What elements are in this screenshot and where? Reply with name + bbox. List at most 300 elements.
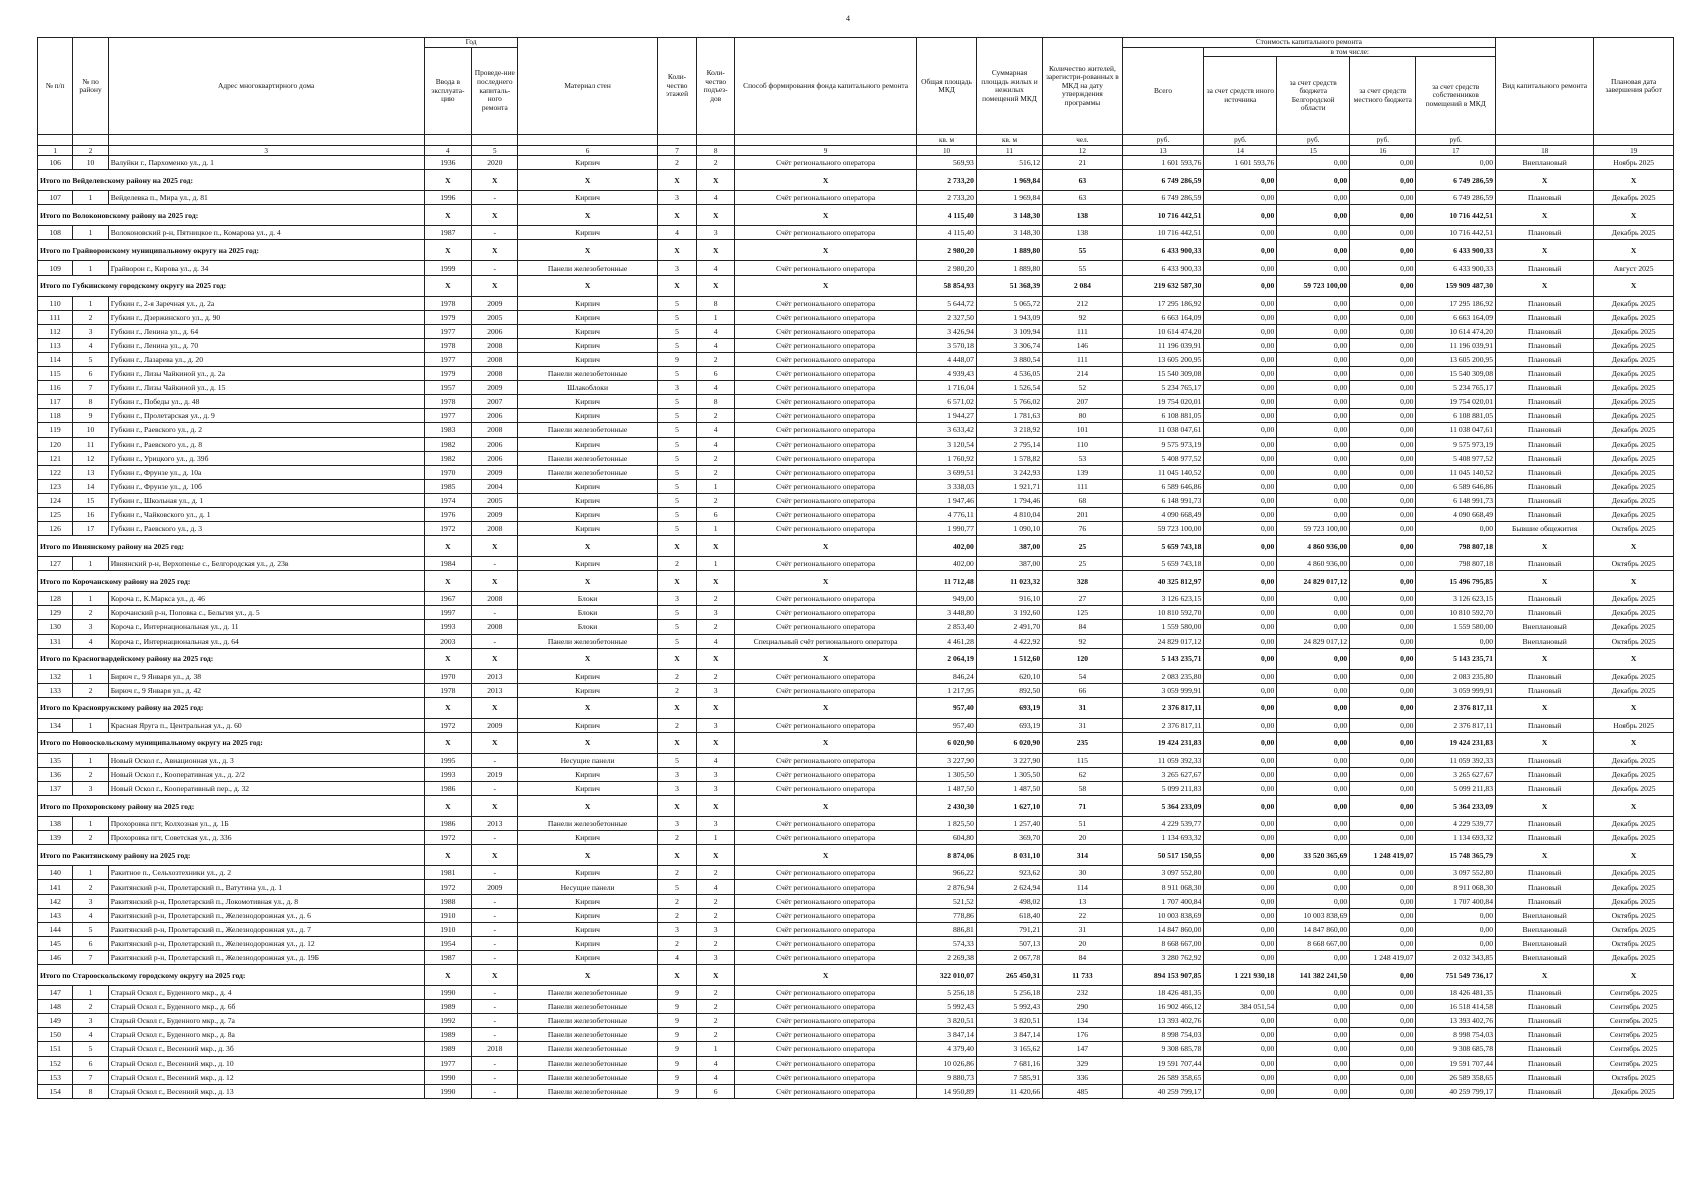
table-cell: 2 376 817,11 (1122, 718, 1204, 732)
table-cell: 2013 (472, 669, 518, 683)
table-cell: X (424, 571, 471, 592)
table-cell: Счёт регионального оператора (734, 866, 916, 880)
table-cell: 114 (38, 352, 73, 366)
table-cell: Внеплановый (1496, 156, 1594, 170)
table-cell: Красная Яруга п., Центральная ул., д. 60 (108, 718, 424, 732)
table-row (38, 465, 1674, 479)
table-cell: 140 (38, 866, 73, 880)
table-cell: 21 (1043, 156, 1123, 170)
table-cell: 1 707 400,84 (1122, 894, 1204, 908)
table-cell: 4 (697, 753, 735, 767)
table-cell: Кирпич (518, 950, 657, 964)
table-cell: 3 (657, 191, 697, 205)
table-cell: 894 153 907,85 (1122, 965, 1204, 986)
table-cell: 130 (38, 620, 73, 634)
header-year-commission: Ввода в эксплуата-цию (424, 47, 471, 135)
table-cell: 20 (1043, 831, 1123, 845)
table-cell: Кирпич (518, 683, 657, 697)
table-cell: 1 559 580,00 (1122, 620, 1204, 634)
table-cell: 113 (38, 338, 73, 352)
table-cell: 0,00 (1204, 894, 1277, 908)
table-cell: 4 (697, 261, 735, 275)
table-cell: 6 020,90 (917, 732, 977, 753)
table-cell: Декабрь 2025 (1594, 831, 1674, 845)
table-cell: 0,00 (1277, 768, 1350, 782)
table-cell: 11 038 047,61 (1122, 423, 1204, 437)
table-cell: Плановый (1496, 1014, 1594, 1028)
table-cell: 11 059 392,33 (1416, 753, 1496, 767)
table-cell: Счёт регионального оператора (734, 507, 916, 521)
table-cell: 3 097 552,80 (1416, 866, 1496, 880)
table-cell: Короча г., К.Маркса ул., д. 46 (108, 592, 424, 606)
table-cell: 0,00 (1277, 732, 1350, 753)
table-cell: X (734, 732, 916, 753)
table-cell: 110 (38, 296, 73, 310)
table-cell: Старый Оскол г., Весенний мкр., д. 12 (108, 1070, 424, 1084)
table-cell: X (697, 697, 735, 718)
table-cell: Декабрь 2025 (1594, 226, 1674, 240)
table-cell: 3 126 623,15 (1122, 592, 1204, 606)
table-row (38, 324, 1674, 338)
table-cell: X (657, 536, 697, 557)
table-cell: Декабрь 2025 (1594, 310, 1674, 324)
table-cell: 0,00 (1204, 831, 1277, 845)
table-cell: Кирпич (518, 768, 657, 782)
table-cell: 7 (73, 950, 108, 964)
table-cell: 1 (73, 866, 108, 880)
table-cell: Декабрь 2025 (1594, 296, 1674, 310)
table-cell: 2006 (472, 409, 518, 423)
table-cell: 0,00 (1204, 950, 1277, 964)
table-cell: 5 766,02 (976, 395, 1042, 409)
table-cell: 0,00 (1350, 894, 1416, 908)
table-cell: Кирпич (518, 831, 657, 845)
table-cell: 5 (657, 479, 697, 493)
table-cell: X (472, 732, 518, 753)
table-cell: 1982 (424, 451, 471, 465)
table-cell: Вейделевка п., Мира ул., д. 81 (108, 191, 424, 205)
table-cell: X (424, 965, 471, 986)
table-cell: X (734, 965, 916, 986)
table-cell: 2 (73, 606, 108, 620)
table-row (38, 606, 1674, 620)
table-cell: 0,00 (1350, 782, 1416, 796)
table-cell: 4 (697, 423, 735, 437)
table-cell: 127 (38, 557, 73, 571)
table-cell: 2 (73, 831, 108, 845)
repair-program-table (37, 37, 1674, 1099)
table-cell: 84 (1043, 950, 1123, 964)
table-cell: Кирпич (518, 718, 657, 732)
table-cell: 1987 (424, 226, 471, 240)
table-cell: 6 749 286,59 (1122, 191, 1204, 205)
table-cell: Плановый (1496, 1042, 1594, 1056)
table-row (38, 226, 1674, 240)
district-total-row (38, 275, 1674, 296)
table-cell: X (1594, 648, 1674, 669)
table-cell: 1 512,60 (976, 648, 1042, 669)
table-cell: 1 889,80 (976, 240, 1042, 261)
table-cell: Октябрь 2025 (1594, 936, 1674, 950)
table-cell: 9 (657, 1056, 697, 1070)
table-cell: 2 (73, 683, 108, 697)
table-cell: 40 259 799,17 (1122, 1084, 1204, 1098)
table-cell: 3 059 999,91 (1122, 683, 1204, 697)
table-cell: 4 (657, 950, 697, 964)
table-cell: 126 (38, 522, 73, 536)
table-cell: Декабрь 2025 (1594, 367, 1674, 381)
table-cell: 0,00 (1350, 718, 1416, 732)
table-cell: 11 196 039,91 (1122, 338, 1204, 352)
table-cell: 133 (38, 683, 73, 697)
table-cell: 1 (697, 831, 735, 845)
table-cell: X (472, 697, 518, 718)
table-cell: 4 (697, 191, 735, 205)
table-cell: 1995 (424, 753, 471, 767)
table-cell: X (1594, 571, 1674, 592)
table-cell: 9 575 973,19 (1416, 437, 1496, 451)
table-cell: 1 707 400,84 (1416, 894, 1496, 908)
table-cell: 485 (1043, 1084, 1123, 1098)
table-cell: 1 248 419,07 (1350, 950, 1416, 964)
table-cell: Прохоровка пгт, Советская ул., д. 336 (108, 831, 424, 845)
table-cell: 0,00 (1277, 395, 1350, 409)
table-cell: 10 716 442,51 (1416, 226, 1496, 240)
table-cell: Счёт регионального оператора (734, 1000, 916, 1014)
table-cell: 2 (657, 718, 697, 732)
table-cell: Корочанский р-н, Поповка с., Бельгия ул., д. 5 (108, 606, 424, 620)
unit-cell: кв. м (917, 135, 977, 146)
table-cell: X (424, 275, 471, 296)
table-cell: 1 716,04 (917, 381, 977, 395)
table-cell: Плановый (1496, 381, 1594, 395)
table-cell: Счёт регионального оператора (734, 592, 916, 606)
table-cell: 620,10 (976, 669, 1042, 683)
table-cell: 0,00 (1350, 592, 1416, 606)
table-cell: 916,10 (976, 592, 1042, 606)
table-cell: Сентябрь 2025 (1594, 1000, 1674, 1014)
table-cell: 11 712,48 (917, 571, 977, 592)
table-cell: Плановый (1496, 261, 1594, 275)
table-cell: 8 (697, 296, 735, 310)
table-row (38, 423, 1674, 437)
table-cell: 0,00 (1277, 648, 1350, 669)
table-cell: Счёт регионального оператора (734, 493, 916, 507)
table-cell: 1974 (424, 493, 471, 507)
table-cell: Счёт регионального оператора (734, 894, 916, 908)
table-cell: 68 (1043, 493, 1123, 507)
table-cell: 5 (657, 423, 697, 437)
table-cell: 0,00 (1277, 367, 1350, 381)
table-cell: 0,00 (1416, 522, 1496, 536)
table-cell: Новый Оскол г., Кооперативный пер., д. 32 (108, 782, 424, 796)
table-cell: 159 909 487,30 (1416, 275, 1496, 296)
table-row (38, 768, 1674, 782)
district-total-label: Итого по Корочанскому району на 2025 год: (38, 571, 425, 592)
table-cell: 693,19 (976, 697, 1042, 718)
units-row (38, 135, 1674, 146)
table-cell: 0,00 (1350, 170, 1416, 191)
table-cell: 26 589 358,65 (1416, 1070, 1496, 1084)
table-cell: 235 (1043, 732, 1123, 753)
table-cell: 5 (657, 409, 697, 423)
table-cell: 957,40 (917, 697, 977, 718)
table-cell: Губкин г., Раевского ул., д. 3 (108, 522, 424, 536)
table-cell: 604,80 (917, 831, 977, 845)
table-cell: - (472, 866, 518, 880)
table-cell: 0,00 (1277, 226, 1350, 240)
table-cell: X (734, 571, 916, 592)
table-cell: 387,00 (976, 557, 1042, 571)
table-cell: Счёт регионального оператора (734, 465, 916, 479)
table-cell: 1978 (424, 338, 471, 352)
table-cell: X (518, 571, 657, 592)
table-cell: 0,00 (1277, 240, 1350, 261)
table-cell: 4 461,28 (917, 634, 977, 648)
table-cell: Панели железобетонные (518, 1028, 657, 1042)
table-cell: 4 (697, 381, 735, 395)
table-cell: 131 (38, 634, 73, 648)
unit-cell: руб. (1350, 135, 1416, 146)
table-cell: 33 520 365,69 (1277, 845, 1350, 866)
table-cell: 18 426 481,35 (1122, 986, 1204, 1000)
table-cell: 3 (697, 683, 735, 697)
table-cell: 1970 (424, 465, 471, 479)
table-cell: Губкин г., Лазарева ул., д. 20 (108, 352, 424, 366)
table-cell: 0,00 (1204, 1014, 1277, 1028)
table-cell: Счёт регионального оператора (734, 310, 916, 324)
table-cell: Старый Оскол г., Весенний мкр., д. 10 (108, 1056, 424, 1070)
table-cell: 0,00 (1350, 1000, 1416, 1014)
table-cell: 0,00 (1350, 986, 1416, 1000)
table-cell: 0,00 (1204, 796, 1277, 817)
table-cell: 5 659 743,18 (1122, 536, 1204, 557)
table-cell: - (472, 191, 518, 205)
table-cell: Счёт регионального оператора (734, 1028, 916, 1042)
table-cell: Волоконовский р-н, Пятницкое п., Комарова ул., д. 4 (108, 226, 424, 240)
table-cell: 5 (73, 922, 108, 936)
table-cell: 0,00 (1350, 437, 1416, 451)
table-cell: 0,00 (1204, 395, 1277, 409)
table-cell: 0,00 (1204, 226, 1277, 240)
table-cell: 5 659 743,18 (1122, 557, 1204, 571)
table-cell: Панели железобетонные (518, 367, 657, 381)
table-cell: 0,00 (1204, 310, 1277, 324)
table-cell: 9 (657, 1084, 697, 1098)
table-cell: Новый Оскол г., Авиационная ул., д. 3 (108, 753, 424, 767)
table-cell: Ноябрь 2025 (1594, 156, 1674, 170)
table-cell: Декабрь 2025 (1594, 437, 1674, 451)
table-row (38, 669, 1674, 683)
table-cell: Плановый (1496, 880, 1594, 894)
table-cell: 15 540 309,08 (1122, 367, 1204, 381)
table-cell: Декабрь 2025 (1594, 880, 1674, 894)
table-cell: 0,00 (1204, 571, 1277, 592)
district-total-label: Итого по Красногвардейскому району на 2025 год: (38, 648, 425, 669)
table-cell: 1 601 593,76 (1122, 156, 1204, 170)
table-cell: 2 032 343,85 (1416, 950, 1496, 964)
header-cost-owners: за счет средств собственников помещений в МКД (1416, 57, 1496, 135)
table-cell: 1 305,50 (976, 768, 1042, 782)
table-cell: 59 723 100,00 (1277, 522, 1350, 536)
table-cell: Плановый (1496, 324, 1594, 338)
table-cell: 0,00 (1277, 170, 1350, 191)
table-cell: 5 (657, 493, 697, 507)
table-cell: X (734, 697, 916, 718)
table-row (38, 936, 1674, 950)
table-cell: 1954 (424, 936, 471, 950)
table-cell: Плановый (1496, 451, 1594, 465)
table-cell: 5 256,18 (917, 986, 977, 1000)
table-cell: 0,00 (1350, 1028, 1416, 1042)
table-cell: Кирпич (518, 493, 657, 507)
table-cell: 80 (1043, 409, 1123, 423)
table-cell: 791,21 (976, 922, 1042, 936)
table-cell: 0,00 (1277, 191, 1350, 205)
table-cell: 10 716 442,51 (1416, 205, 1496, 226)
table-cell: 129 (38, 606, 73, 620)
table-cell: 0,00 (1350, 191, 1416, 205)
table-row (38, 950, 1674, 964)
table-cell: 778,86 (917, 908, 977, 922)
table-cell: - (472, 557, 518, 571)
table-cell: 4 (73, 634, 108, 648)
table-cell: 6 (697, 367, 735, 381)
table-cell: 3 338,03 (917, 479, 977, 493)
table-cell: Специальный счёт регионального оператора (734, 634, 916, 648)
table-cell: 2 430,30 (917, 796, 977, 817)
table-cell: 0,00 (1277, 592, 1350, 606)
table-cell: 0,00 (1204, 536, 1277, 557)
table-cell: 10 (73, 156, 108, 170)
table-cell: Плановый (1496, 493, 1594, 507)
table-cell: 1977 (424, 352, 471, 366)
table-cell: Короча г., Интернациональная ул., д. 64 (108, 634, 424, 648)
table-cell: 6 749 286,59 (1122, 170, 1204, 191)
table-cell: 2006 (472, 324, 518, 338)
column-number: 19 (1594, 146, 1674, 156)
table-cell: 1 (697, 1042, 735, 1056)
table-cell: 0,00 (1277, 880, 1350, 894)
district-total-row (38, 648, 1674, 669)
district-total-row (38, 732, 1674, 753)
table-cell: Короча г., Интернациональная ул., д. 11 (108, 620, 424, 634)
table-cell: 3 148,30 (976, 226, 1042, 240)
table-cell: 3 120,54 (917, 437, 977, 451)
table-cell: 19 424 231,83 (1122, 732, 1204, 753)
table-cell: 3 (657, 782, 697, 796)
table-cell: 8 (73, 1084, 108, 1098)
table-cell: 1 217,95 (917, 683, 977, 697)
table-cell: Плановый (1496, 1070, 1594, 1084)
table-cell: 3 (697, 226, 735, 240)
table-cell: X (734, 205, 916, 226)
table-cell: 6 749 286,59 (1416, 191, 1496, 205)
table-cell: Сентябрь 2025 (1594, 986, 1674, 1000)
table-cell: 26 589 358,65 (1122, 1070, 1204, 1084)
table-cell: Плановый (1496, 423, 1594, 437)
table-cell: 2013 (472, 817, 518, 831)
table-cell: 3 306,74 (976, 338, 1042, 352)
table-cell: 0,00 (1350, 669, 1416, 683)
table-cell: 2 083 235,80 (1416, 669, 1496, 683)
table-row (38, 261, 1674, 275)
table-cell: Счёт регионального оператора (734, 296, 916, 310)
table-cell: - (472, 782, 518, 796)
table-cell: 6 020,90 (976, 732, 1042, 753)
table-cell: 1936 (424, 156, 471, 170)
table-cell: Сентябрь 2025 (1594, 1042, 1674, 1056)
table-row (38, 894, 1674, 908)
table-cell: 117 (38, 395, 73, 409)
table-cell: Декабрь 2025 (1594, 817, 1674, 831)
table-cell: Сентябрь 2025 (1594, 1056, 1674, 1070)
table-cell: Кирпич (518, 226, 657, 240)
table-cell: 0,00 (1204, 479, 1277, 493)
table-cell: X (472, 536, 518, 557)
table-cell: 0,00 (1350, 493, 1416, 507)
table-cell: 1999 (424, 261, 471, 275)
table-cell: Внеплановый (1496, 620, 1594, 634)
table-cell: - (472, 1000, 518, 1014)
district-total-label: Итого по Грайворонскому муниципальному округу на 2025 год: (38, 240, 425, 261)
table-cell: X (657, 275, 697, 296)
table-cell: Декабрь 2025 (1594, 395, 1674, 409)
table-cell: 2 (697, 669, 735, 683)
table-cell: 8 911 068,30 (1416, 880, 1496, 894)
table-cell: 0,00 (1350, 648, 1416, 669)
table-cell: 16 902 466,12 (1122, 1000, 1204, 1014)
table-cell: 2005 (472, 493, 518, 507)
table-cell: 144 (38, 922, 73, 936)
table-cell: 9 (657, 986, 697, 1000)
table-cell: 1977 (424, 324, 471, 338)
table-cell: Губкин г., Фрунзе ул., д. 10а (108, 465, 424, 479)
table-cell: X (697, 648, 735, 669)
table-cell: 0,00 (1350, 324, 1416, 338)
table-cell: 3 148,30 (976, 205, 1042, 226)
table-cell: 0,00 (1350, 522, 1416, 536)
table-cell: 0,00 (1204, 275, 1277, 296)
table-cell: Плановый (1496, 986, 1594, 1000)
table-row (38, 451, 1674, 465)
table-cell: 751 549 736,17 (1416, 965, 1496, 986)
table-cell: 112 (38, 324, 73, 338)
table-cell: 107 (38, 191, 73, 205)
table-cell: 5 (657, 451, 697, 465)
table-cell: 8 668 667,00 (1122, 936, 1204, 950)
table-row (38, 409, 1674, 423)
table-cell: - (472, 634, 518, 648)
table-cell: X (657, 732, 697, 753)
table-cell: X (518, 536, 657, 557)
table-row (38, 817, 1674, 831)
table-cell: 2 (697, 1014, 735, 1028)
table-cell: 15 496 795,85 (1416, 571, 1496, 592)
table-cell: 574,33 (917, 936, 977, 950)
table-cell: 1 (697, 522, 735, 536)
table-cell: Губкин г., Пролетарская ул., д. 9 (108, 409, 424, 423)
table-cell: 25 (1043, 536, 1123, 557)
district-total-row (38, 571, 1674, 592)
table-cell: 2 (73, 310, 108, 324)
table-cell: 0,00 (1204, 718, 1277, 732)
table-cell: 328 (1043, 571, 1123, 592)
table-cell: 4 776,11 (917, 507, 977, 521)
table-cell: 0,00 (1416, 908, 1496, 922)
table-cell: Октябрь 2025 (1594, 522, 1674, 536)
table-cell: Плановый (1496, 191, 1594, 205)
